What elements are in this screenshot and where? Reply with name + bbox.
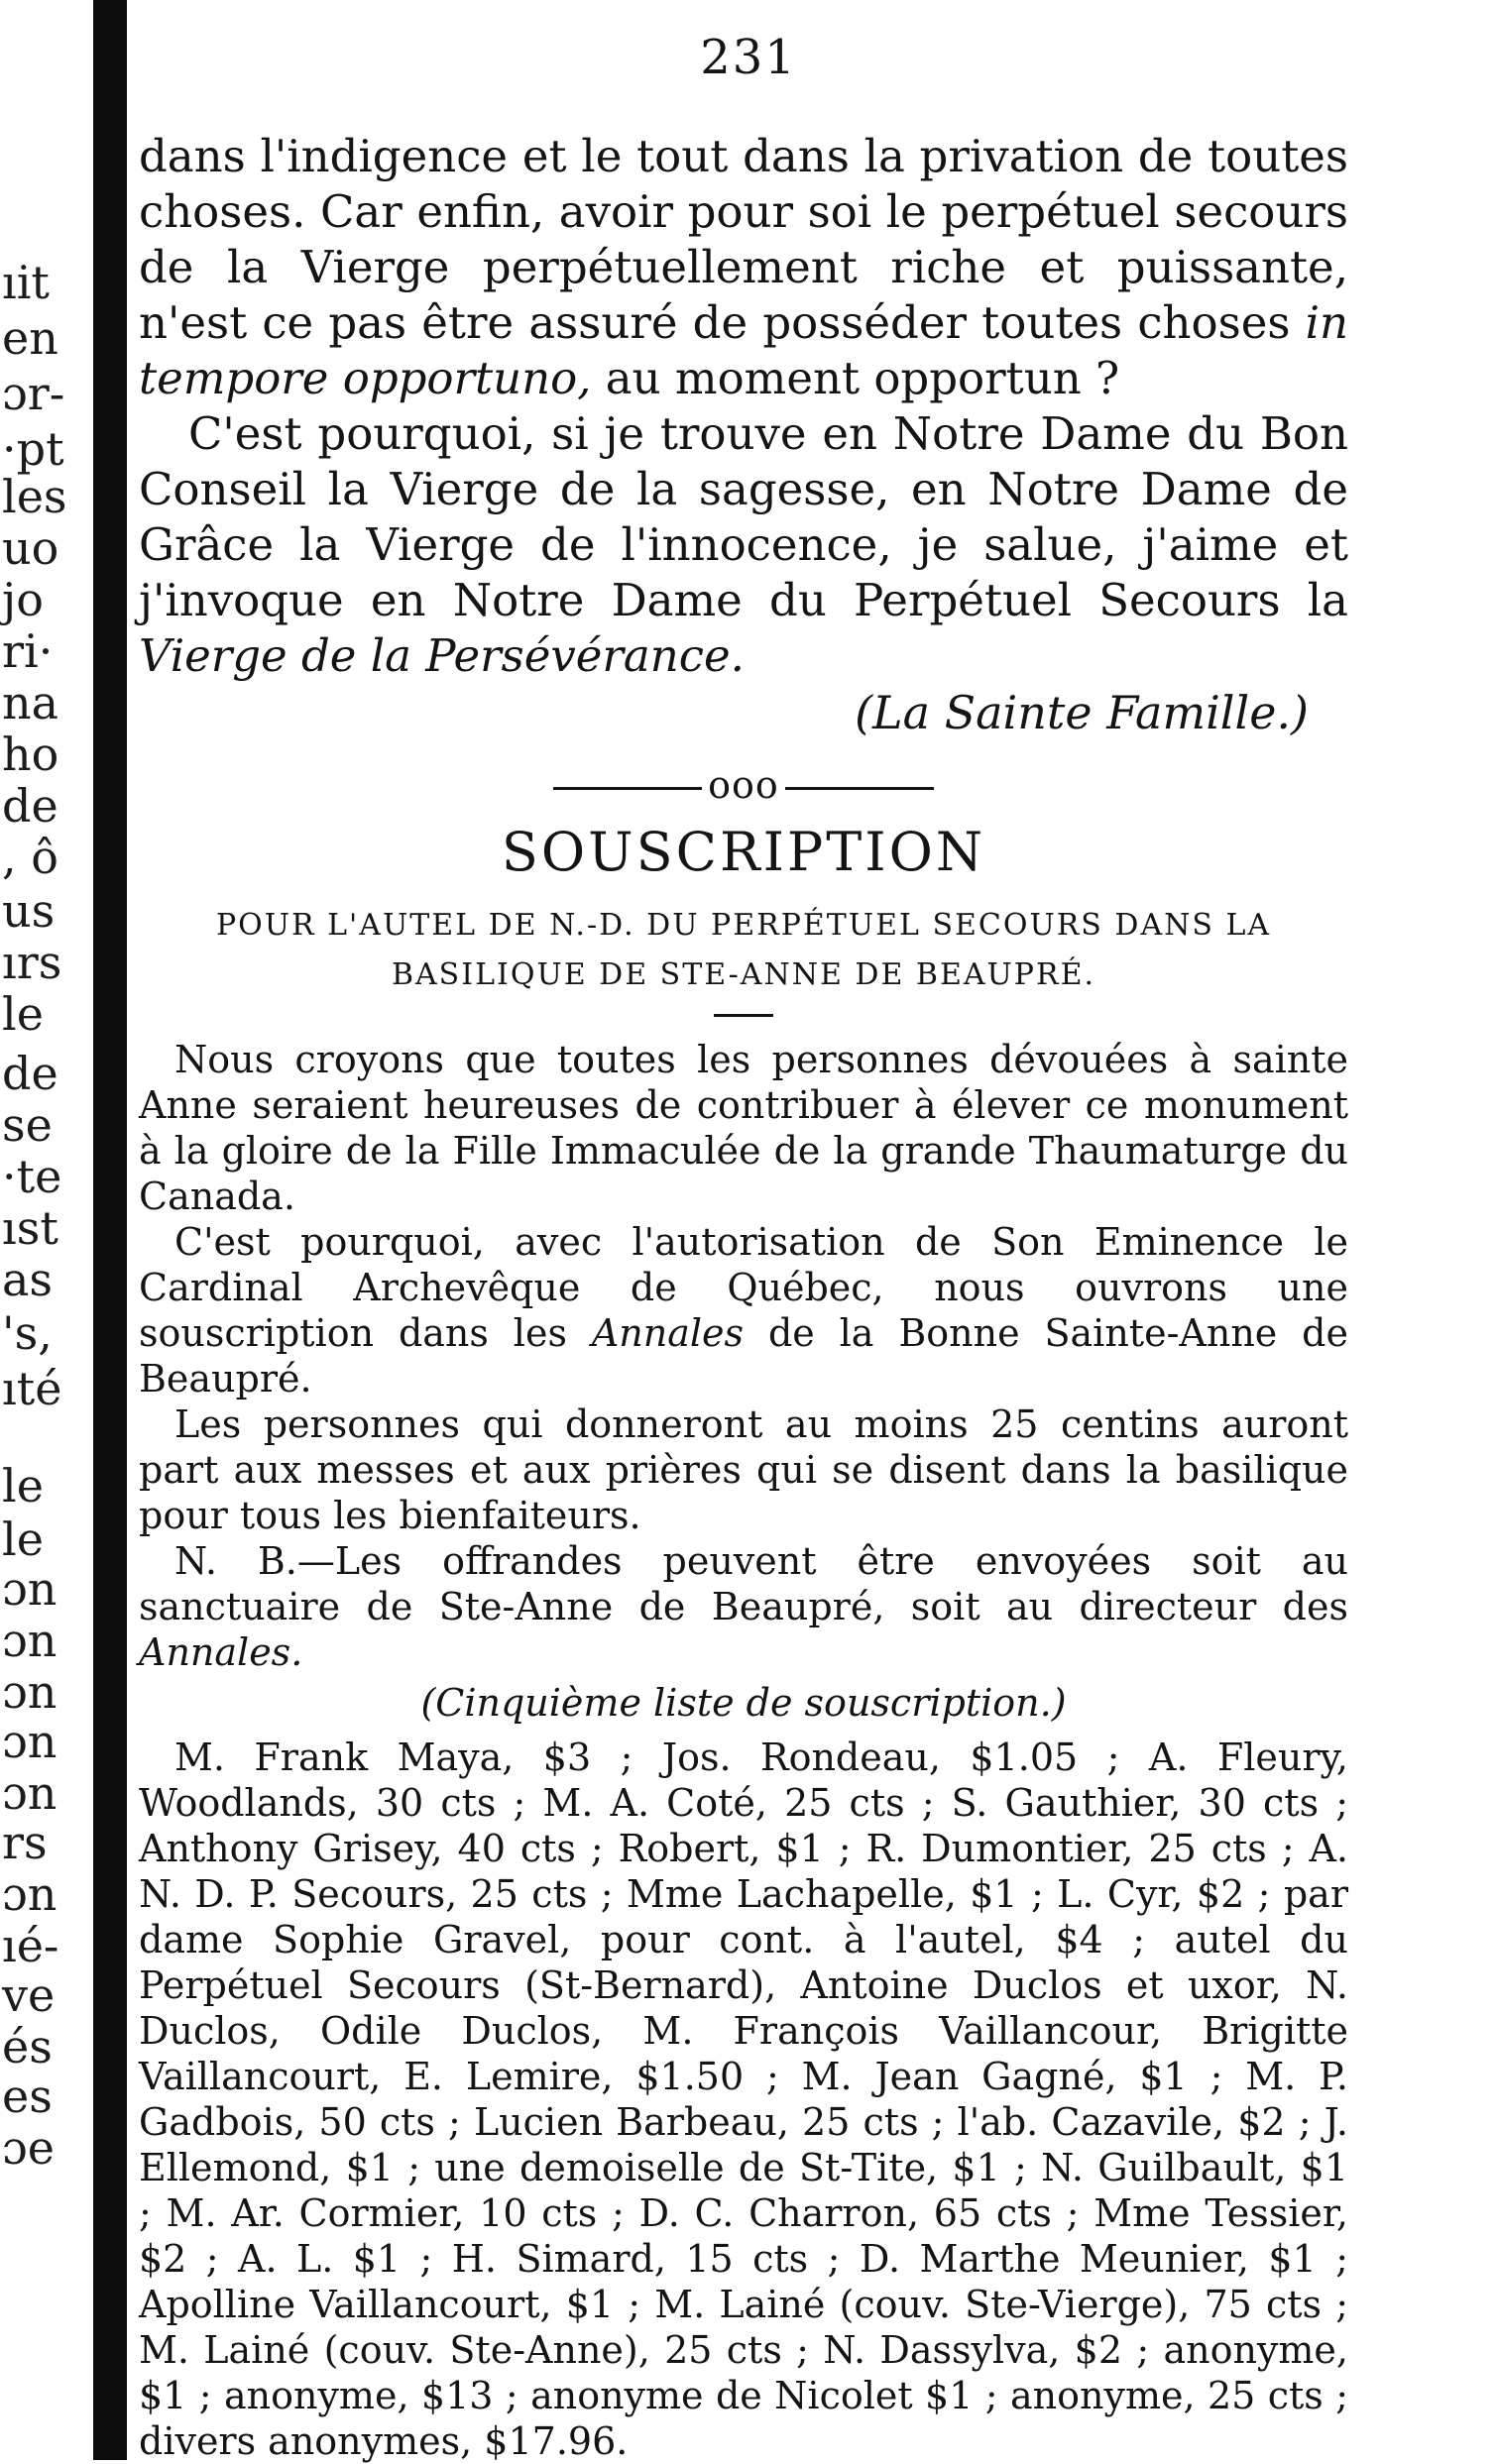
margin-fragment: ɔn — [2, 1766, 58, 1820]
facing-page-margin — [0, 0, 84, 2460]
margin-fragment: ri· — [2, 624, 54, 678]
margin-fragment: ɔn — [2, 1867, 58, 1921]
source-attribution: (La Sainte Famille.) — [855, 686, 1309, 739]
list-title: (Cinquième liste de souscription.) — [420, 1681, 1067, 1725]
margin-fragment: ·te — [2, 1150, 62, 1203]
margin-fragment: és — [2, 2020, 53, 2073]
margin-fragment: ɔe — [2, 2121, 55, 2175]
margin-fragment: na — [2, 676, 59, 729]
margin-fragment: ıté — [2, 1362, 62, 1415]
margin-fragment: ·pt — [2, 422, 64, 476]
margin-fragment: rs — [2, 1816, 48, 1869]
margin-fragment: ɔn — [2, 1614, 58, 1667]
short-divider — [714, 1014, 773, 1017]
margin-fragment: le — [2, 1459, 44, 1512]
margin-fragment: en — [2, 311, 58, 365]
margin-fragment: ɔr- — [2, 367, 65, 420]
margin-fragment: ıst — [2, 1201, 58, 1255]
margin-fragment: ɔn — [2, 1562, 58, 1616]
margin-fragment: se — [2, 1098, 53, 1152]
margin-fragment: ho — [2, 728, 59, 781]
divider-ornament: ooo — [708, 763, 779, 807]
binding-gutter — [93, 0, 127, 2460]
divider-rule — [553, 787, 702, 790]
prayer-paragraph-2: C'est pourquoi, si je trouve en Notre Dame du Bon Conseil la Vierge de la sagesse, en Notre Dame de Grâce la Vierge de l'innocence, je salue, j'aime et j'invoque en Notre Dame du Perpétuel Secours la Vierge de la Persévérance. — [139, 407, 1348, 682]
margin-fragment: ɔn — [2, 1665, 58, 1719]
margin-fragment: de — [2, 1047, 58, 1100]
margin-fragment: 's, — [2, 1306, 53, 1360]
page-body — [139, 129, 1348, 2464]
margin-fragment: le — [2, 987, 44, 1041]
margin-fragment: , ô — [2, 831, 58, 884]
margin-fragment: as — [2, 1253, 54, 1306]
margin-fragment: ve — [2, 1968, 56, 2022]
section-title: SOUSCRIPTION — [501, 821, 986, 883]
margin-fragment: de — [2, 779, 58, 833]
margin-fragment: ıé- — [2, 1919, 59, 1972]
divider-rule — [785, 787, 934, 790]
margin-fragment: es — [2, 2070, 53, 2123]
note-paragraph: N. B.—Les offrandes peuvent être envoyées soit au sanctuaire de Ste-Anne de Beaupré, soit au directeur des Annales. — [139, 1539, 1348, 1674]
section-subtitle-line-1: POUR L'AUTEL DE N.-D. DU PERPÉTUEL SECOURS DANS LA — [215, 908, 1272, 943]
margin-fragment: jo — [2, 573, 44, 626]
latin-phrase: in tempore opportuno, — [139, 296, 1348, 404]
subscription-paragraph-2: C'est pourquoi, avec l'autorisation de Son Eminence le Cardinal Archevêque de Québec, nous ouvrons une souscription dans les Annales de la Bonne Sainte-Anne de Beaupré. — [139, 1220, 1348, 1400]
margin-fragment: uo — [2, 521, 59, 575]
section-divider — [139, 763, 1348, 807]
subscription-paragraph-1: Nous croyons que toutes les personnes dévouées à sainte Anne seraient heureuses de contribuer à élever ce monument à la gloire de la Fille Immaculée de la grande Thaumaturge du Canada. — [139, 1038, 1348, 1218]
virgin-title: Vierge de la Persévérance. — [139, 629, 745, 682]
donor-list: M. Frank Maya, $3 ; Jos. Rondeau, $1.05 ; A. Fleury, Woodlands, 30 cts ; M. A. Coté, 25 cts ; S. Gauthier, 30 cts ; Anthony Grisey, 40 cts ; Robert, $1 ; R. Dumontier, 25 cts ; A. N. D. P. Secours, 25 cts ; Mme Lachapelle, $1 ; L. Cyr, $2 ; par dame Sophie Gravel, pour cont. à l'autel, $4 ; autel du Perpétuel Secours (St-Bernard), Antoine Duclos et uxor, N. Duclos, Odile Duclos, M. François Vaillancour, Brigitte Vaillancourt, E. Lemire, $1.50 ; M. Jean Gagné, $1 ; M. P. Gadbois, 50 cts ; Lucien Barbeau, 25 cts ; l'ab. Cazavile, $2 ; J. Ellemond, $1 ; une demoiselle de St-Tite, $1 ; N. Guilbault, $1 ; M. Ar. Cormier, 10 cts ; D. C. Charron, 65 cts ; Mme Tessier, $2 ; A. L. $1 ; H. Simard, 15 cts ; D. Marthe Meunier, $1 ; Apolline Vaillancourt, $1 ; M. Lainé (couv. Ste-Vierge), 75 cts ; M. Lainé (couv. Ste-Anne), 25 cts ; N. Dassylva, $2 ; anonyme, $1 ; anonyme, $13 ; anonyme de Nicolet $1 ; anonyme, 25 cts ; divers anonymes, $17.96. — [139, 1736, 1348, 2463]
margin-fragment: us — [2, 884, 56, 938]
margin-fragment: ɔn — [2, 1715, 58, 1768]
margin-fragment: ırs — [2, 936, 62, 989]
margin-fragment: le — [2, 1512, 44, 1566]
page-number: 231 — [700, 30, 797, 85]
section-subtitle-line-2: BASILIQUE DE STE-ANNE DE BEAUPRÉ. — [391, 957, 1096, 992]
margin-fragment: ıit — [2, 256, 50, 309]
prayer-paragraph-1: dans l'indigence et le tout dans la privation de toutes choses. Car enfin, avoir pour soi le perpétuel secours de la Vierge perpétuellement riche et puissante, n'est ce pas être assuré de posséder toutes choses in tempore opportuno, au moment opportun ? — [139, 130, 1348, 404]
subscription-paragraph-3: Les personnes qui donneront au moins 25 centins auront part aux messes et aux prières qui se disent dans la basilique pour tous les bienfaiteurs. — [139, 1402, 1348, 1537]
margin-fragment: les — [2, 470, 67, 523]
